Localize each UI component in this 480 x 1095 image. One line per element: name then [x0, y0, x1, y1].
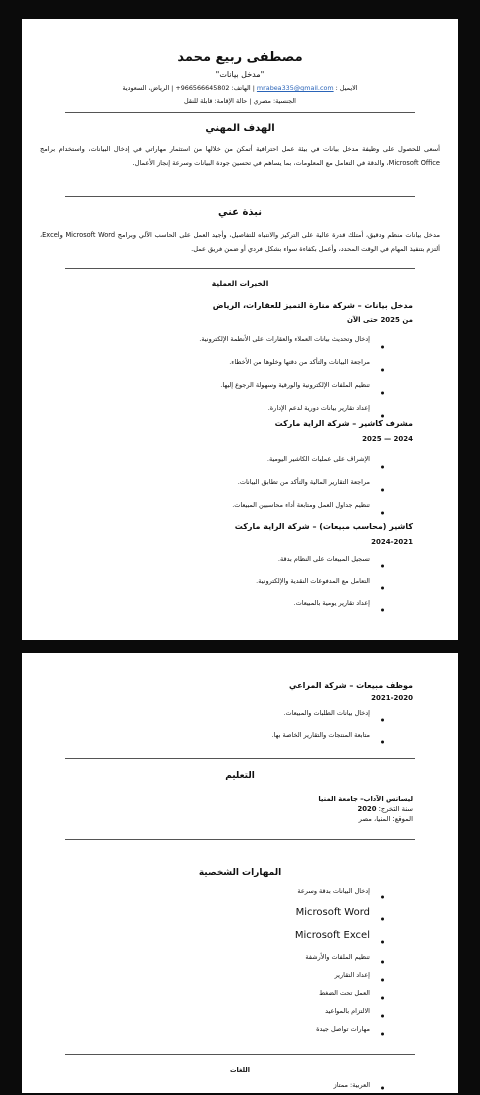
list-item: تنظيم جداول العمل ومتابعة أداء محاسبين المبيعات. — [232, 501, 370, 524]
job-title: مشرف كاشير – شركة الراية ماركت — [274, 419, 413, 428]
list-item: Microsoft Word — [295, 907, 370, 930]
degree: ليسانس الآداب– جامعة المنيا — [318, 795, 413, 803]
list-item: التعامل مع المدفوعات النقدية والإلكترونية. — [256, 577, 370, 599]
list-item: إدخال بيانات الطلبات والمبيعات. — [272, 709, 370, 731]
graduation-label: سنة التخرج: — [378, 805, 413, 813]
job-date: من 2025 حتى الآن — [346, 316, 413, 324]
phone-location: | الهاتف: 966566645802+ | الرياض، السعودية — [122, 84, 255, 92]
list-item: مراجعة البيانات والتأكد من دقتها وخلوها من الأخطاء. — [199, 358, 370, 381]
graduation-year: 2020 — [357, 805, 377, 813]
divider — [65, 196, 415, 197]
experience-title: الخبرات العملية — [211, 279, 269, 288]
job-date: 2024-2021 — [371, 538, 413, 546]
contact-line — [22, 82, 458, 94]
job-subtitle: "مدخل بيانات" — [215, 70, 265, 79]
job-bullets — [272, 709, 370, 753]
email-link[interactable]: mrabea335@gmail.com — [256, 84, 334, 92]
list-item: العمل تحت الضغط — [295, 989, 370, 1007]
job-bullets — [232, 455, 370, 524]
list-item: تسجيل المبيعات على النظام بدقة. — [256, 555, 370, 577]
list-item: الإشراف على عمليات الكاشير اليومية. — [232, 455, 370, 478]
list-item: مراجعة التقارير المالية والتأكد من تطابق البيانات. — [232, 478, 370, 501]
list-item: إعداد تقارير بيانات دورية لدعم الإدارة. — [199, 404, 370, 427]
list-item: متابعة المنتجات والتقارير الخاصة بها. — [272, 731, 370, 753]
objective-title: الهدف المهني — [205, 123, 275, 134]
divider — [65, 112, 415, 113]
divider — [65, 1054, 415, 1055]
resume-page-1 — [22, 19, 458, 640]
list-item: إدخال البيانات بدقة وسرعة — [295, 887, 370, 907]
job-title: كاشير (محاسب مبيعات) – شركة الراية ماركت — [234, 522, 413, 531]
skills-list — [295, 887, 370, 1043]
job-bullets — [199, 335, 370, 427]
education-location: الموقع: المنيا، مصر — [358, 815, 413, 823]
list-item: Microsoft Excel — [295, 930, 370, 953]
languages-title: اللغات — [230, 1066, 250, 1074]
list-item: مهارات تواصل جيدة — [295, 1025, 370, 1043]
list-item: إدخال وتحديث بيانات العملاء والعقارات على الأنظمة الإلكترونية. — [199, 335, 370, 358]
candidate-name: مصطفى ربيع محمد — [177, 50, 303, 65]
job-title: مدخل بيانات – شركة منارة التميز للعقارات، الرياض — [212, 301, 413, 310]
email-label: الايميل : — [335, 84, 358, 92]
status-line: الجنسية: مصري | حالة الإقامة: قابلة للنقل — [184, 97, 296, 105]
list-item: إعداد تقارير يومية بالمبيعات. — [256, 599, 370, 621]
objective-text: أسعى للحصول على وظيفة مدخل بيانات في بيئة عمل احترافية أتمكن من خلالها من استثمار مهاراتي في إدخال البيانات، واستخدام برامج Microsoft Office، والدقة في التعامل مع المعلومات، بما يساهم في تحسين جودة البيانات وسرعة إنجاز الأعمال. — [40, 145, 440, 167]
job-date: 2024 — 2025 — [362, 435, 413, 443]
job-title: موظف مبيعات – شركة المراعي — [289, 681, 413, 690]
divider — [65, 268, 415, 269]
graduation-line — [318, 804, 413, 814]
list-item: تنظيم الملفات والأرشفة — [295, 953, 370, 971]
job-date: 2021-2020 — [371, 694, 413, 702]
list-item: الالتزام بالمواعيد — [295, 1007, 370, 1025]
about-title: نبذة عني — [217, 207, 263, 218]
list-item: تنظيم الملفات الإلكترونية والورقية وسهولة الرجوع إليها. — [199, 381, 370, 404]
education-title: التعليم — [225, 771, 255, 781]
list-item: العربية: ممتاز — [334, 1081, 370, 1095]
skills-title: المهارات الشخصية — [198, 868, 282, 878]
about-text: مدخل بيانات منظم ودقيق، أمتلك قدرة عالية على التركيز والانتباه للتفاصيل، وأجيد العمل على الحاسب الآلي وبرامج Microsoft Word وExcel، ألتزم بتنفيذ المهام في الوقت المحدد، وأعمل بكفاءة سواء بشكل فردي أو ضمن فريق عمل. — [40, 231, 440, 253]
job-bullets — [256, 555, 370, 621]
divider — [65, 758, 415, 759]
resume-page-2 — [22, 653, 458, 1093]
education-block — [318, 794, 413, 824]
list-item: إعداد التقارير — [295, 971, 370, 989]
divider — [65, 839, 415, 840]
